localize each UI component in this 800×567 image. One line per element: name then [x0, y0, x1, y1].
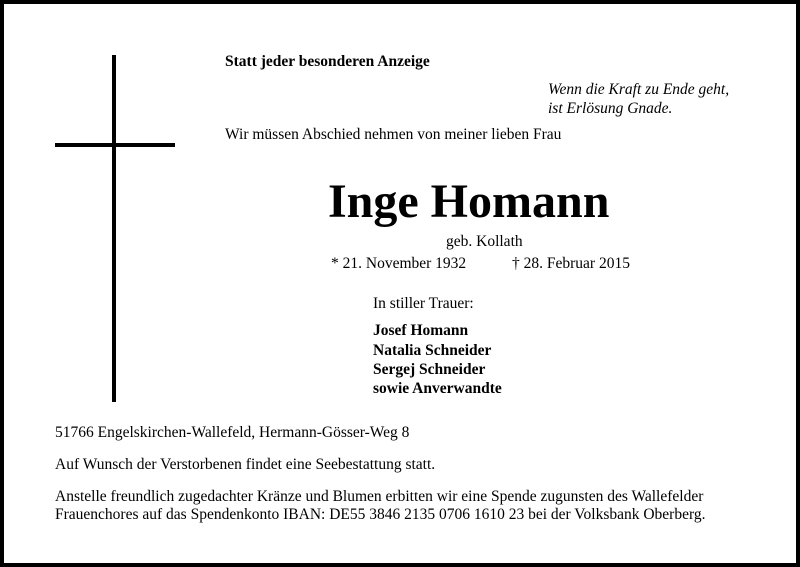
- maiden-name: geb. Kollath: [446, 233, 523, 250]
- cross-icon-bar: [55, 143, 175, 147]
- quote-line-1: Wenn die Kraft zu Ende geht,: [548, 81, 730, 98]
- mourner-name: Natalia Schneider: [373, 342, 492, 359]
- mourner-name: Josef Homann: [373, 322, 469, 339]
- donation-line-2: Frauenchores auf das Spendenkonto IBAN: DE55 3846 2135 0706 1610 23 bei der Volksbank Oberberg.: [55, 506, 706, 523]
- intro-text: Wir müssen Abschied nehmen von meiner lieben Frau: [225, 126, 562, 143]
- mourner-name: sowie Anverwandte: [373, 380, 502, 397]
- header-text: Statt jeder besonderen Anzeige: [225, 53, 430, 70]
- deceased-name: Inge Homann: [328, 175, 610, 228]
- birth-date: * 21. November 1932: [331, 255, 467, 272]
- donation-line-1: Anstelle freundlich zugedachter Kränze und Blumen erbitten wir eine Spende zugunsten des Wallefelder: [55, 488, 704, 505]
- address-text: 51766 Engelskirchen-Wallefeld, Hermann-Gösser-Weg 8: [55, 424, 410, 441]
- quote-line-2: ist Erlösung Gnade.: [548, 100, 673, 117]
- death-date: † 28. Februar 2015: [512, 255, 630, 272]
- mourners-label: In stiller Trauer:: [373, 295, 474, 312]
- mourner-name: Sergej Schneider: [373, 361, 486, 378]
- burial-note: Auf Wunsch der Verstorbenen findet eine Seebestattung statt.: [55, 456, 436, 473]
- cross-icon: [112, 55, 116, 402]
